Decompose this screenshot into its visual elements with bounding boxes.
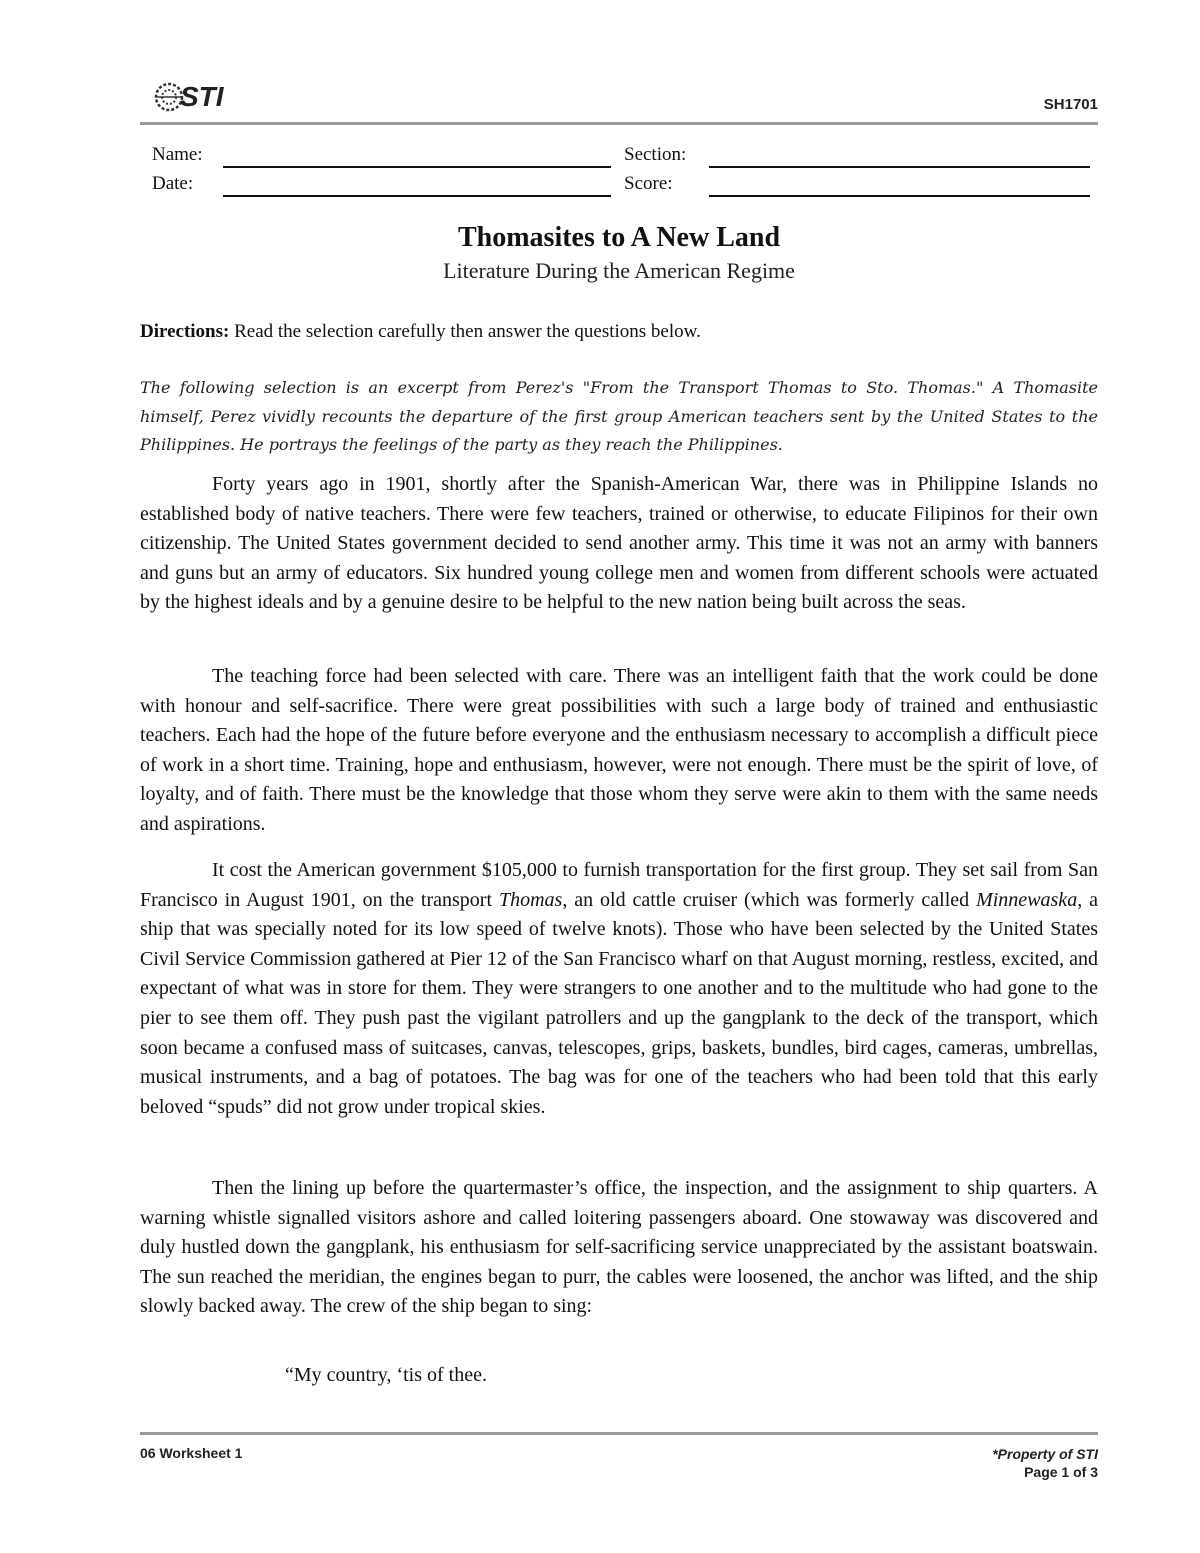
directions-text: Read the selection carefully then answer the questions below. xyxy=(229,321,701,342)
page-subtitle: Literature During the American Regime xyxy=(443,258,795,283)
worksheet-label: 06 Worksheet 1 xyxy=(140,1445,243,1461)
footer-divider xyxy=(140,1432,1098,1435)
header-divider xyxy=(140,122,1098,125)
directions-label: Directions: xyxy=(140,321,230,342)
song-quote: “My country, ‘tis of thee. xyxy=(285,1364,487,1386)
paragraph-3-part-a: It cost the American government $105,000 to furnish transportation for the first group. They set sail from San Francisco in August 1901, on the transport xyxy=(140,859,1098,911)
section-label: Section: xyxy=(624,144,687,165)
paragraph-1: Forty years ago in 1901, shortly after the Spanish-American War, there was in Philippine Islands no established body of native teachers. There were few teachers, trained or otherwise, to educate Filipinos for their own citizenship. The United States government decided to send another army. This time it was not an army with banners and guns but an army of educators. Six hundred young college men and women from different schools were actuated by the highest ideals and by a genuine desire to be helpful to the new nation being built across the seas. xyxy=(140,473,1098,614)
paragraph-4: Then the lining up before the quartermaster’s office, the inspection, and the assignment to ship quarters. A warning whistle signalled visitors ashore and called loitering passengers aboard. One stowaway was discovered and duly hustled down the gangplank, his enthusiasm for self-sacrificing service unappreciated by the assistant boatswain. The sun reached the meridian, the engines began to purr, the cables were loosened, the anchor was lifted, and the ship slowly backed away. The crew of the ship began to sing: xyxy=(140,1177,1098,1318)
ship-name-thomas: Thomas xyxy=(498,888,563,911)
document-code: SH1701 xyxy=(1043,96,1098,113)
name-field[interactable] xyxy=(223,166,611,168)
paragraph-3-part-b: , an old cattle cruiser (which was formerly called xyxy=(562,888,977,911)
selection-intro: The following selection is an excerpt from Perez's "From the Transport Thomas to Sto. Thomas." A Thomasite himself, Perez vividly recounts the departure of the first group American teachers sent by the United States to the Philippines. He portrays the feelings of the party as they reach the Philippines. xyxy=(140,378,1098,454)
directions xyxy=(140,321,1098,343)
logo-text: STI xyxy=(180,81,224,112)
property-notice: *Property of STI xyxy=(992,1446,1098,1462)
sti-logo xyxy=(152,80,224,114)
paragraph-3-part-c: , a ship that was specially noted for its low speed of twelve knots). Those who have been selected by the United States Civil Service Commission gathered at Pier 12 of the San Francisco wharf on that August morning, restless, excited, and expectant of what was in store for them. They were strangers to one another and to the multitude who had gone to the pier to see them off. They push past the vigilant patrollers and up the gangplank to the deck of the transport, which soon became a confused mass of suitcases, canvas, telescopes, grips, baskets, bundles, bird cages, cameras, umbrellas, musical instruments, and a bag of potatoes. The bag was for one of the teachers who had been told that this early beloved “spuds” did not grow under tropical skies. xyxy=(140,888,1098,1118)
paragraph-2: The teaching force had been selected with care. There was an intelligent faith that the work could be done with honour and self-sacrifice. There were great possibilities with such a large body of trained and enthusiastic teachers. Each had the hope of the future before everyone and the enthusiasm necessary to accomplish a difficult piece of work in a short time. Training, hope and enthusiasm, however, were not enough. There must be the spirit of love, of loyalty, and of faith. There must be the knowledge that those whom they serve were akin to them with the same needs and aspirations. xyxy=(140,665,1098,835)
ship-name-minnewaska: Minnewaska xyxy=(976,888,1078,911)
section-field[interactable] xyxy=(709,166,1090,168)
paragraph-3 xyxy=(140,856,1098,1122)
name-label: Name: xyxy=(152,144,203,165)
date-label: Date: xyxy=(152,173,194,194)
score-field[interactable] xyxy=(709,195,1090,197)
date-field[interactable] xyxy=(223,195,611,197)
page-number: Page 1 of 3 xyxy=(1024,1464,1098,1480)
footer-right xyxy=(992,1445,1098,1481)
score-label: Score: xyxy=(624,173,673,194)
page-title: Thomasites to A New Land xyxy=(457,222,781,253)
